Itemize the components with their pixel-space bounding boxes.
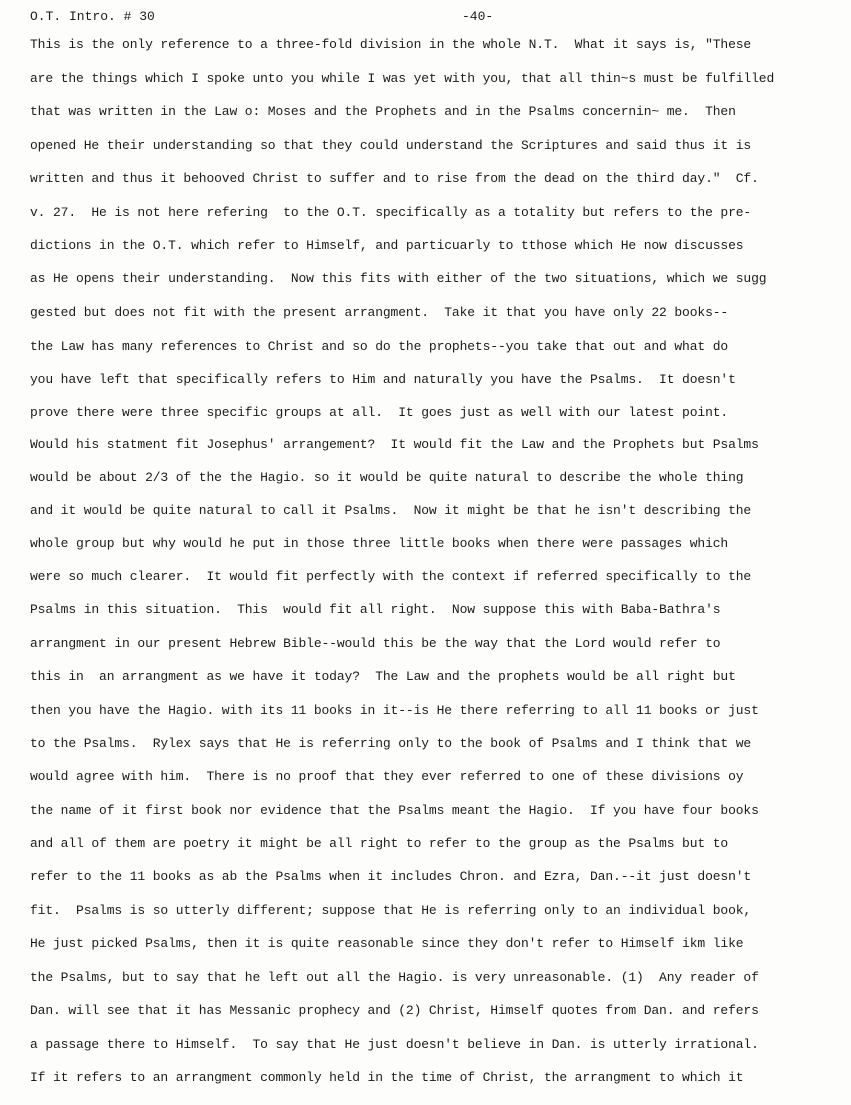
text-line: He just picked Psalms, then it is quite reasonable since they don't refer to Himself ikm like — [30, 936, 744, 951]
course-heading: O.T. Intro. # 30 — [30, 9, 155, 24]
text-line: and it would be quite natural to call it Psalms. Now it might be that he isn't describing the — [30, 503, 752, 518]
text-line: refer to the 11 books as ab the Psalms when it includes Chron. and Ezra, Dan.--it just doesn't — [30, 869, 752, 884]
page-header — [30, 9, 830, 31]
text-line: Psalms in this situation. This would fit all right. Now suppose this with Baba-Bathra's — [30, 602, 721, 617]
text-line: written and thus it behooved Christ to suffer and to rise from the dead on the third day." Cf. — [30, 171, 759, 186]
text-line: the Psalms, but to say that he left out all the Hagio. is very unreasonable. (1) Any reader of — [30, 970, 759, 985]
text-line: were so much clearer. It would fit perfectly with the context if referred specifically to the — [30, 569, 752, 584]
text-line: Dan. will see that it has Messanic prophecy and (2) Christ, Himself quotes from Dan. and refers — [30, 1003, 759, 1018]
text-line: would agree with him. There is no proof that they ever referred to one of these divisions oy — [30, 769, 744, 784]
text-line: the Law has many references to Christ and so do the prophets--you take that out and what do — [30, 339, 729, 354]
text-line: you have left that specifically refers to Him and naturally you have the Psalms. It doesn't — [30, 372, 736, 387]
text-line: then you have the Hagio. with its 11 books in it--is He there referring to all 11 books or just — [30, 703, 759, 718]
text-line: If it refers to an arrangment commonly held in the time of Christ, the arrangment to which it — [30, 1070, 744, 1085]
text-line: prove there were three specific groups at all. It goes just as well with our latest point. — [30, 405, 729, 420]
page-number: -40- — [462, 9, 494, 24]
text-line: would be about 2/3 of the the Hagio. so it would be quite natural to describe the whole thing — [30, 470, 744, 485]
text-line: opened He their understanding so that they could understand the Scriptures and said thus it is — [30, 138, 752, 153]
text-line: gested but does not fit with the present arrangment. Take it that you have only 22 books-- — [30, 305, 729, 320]
text-line: dictions in the O.T. which refer to Himself, and particuarly to tthose which He now discusses — [30, 238, 744, 253]
text-line: this in an arrangment as we have it today? The Law and the prophets would be all right but — [30, 669, 736, 684]
text-line: are the things which I spoke unto you while I was yet with you, that all thin~s must be fulfilled — [30, 71, 775, 86]
text-line: to the Psalms. Rylex says that He is referring only to the book of Psalms and I think that we — [30, 736, 752, 751]
text-line: Would his statment fit Josephus' arrangement? It would fit the Law and the Prophets but Psalms — [30, 437, 759, 452]
text-line: that was written in the Law o: Moses and the Prophets and in the Psalms concernin~ me. Then — [30, 104, 736, 119]
text-line: arrangment in our present Hebrew Bible--would this be the way that the Lord would refer to — [30, 636, 721, 651]
text-line: This is the only reference to a three-fold division in the whole N.T. What it says is, "These — [30, 37, 752, 52]
text-line: a passage there to Himself. To say that He just doesn't believe in Dan. is utterly irrational. — [30, 1037, 759, 1052]
text-line: the name of it first book nor evidence that the Psalms meant the Hagio. If you have four books — [30, 803, 759, 818]
text-line: fit. Psalms is so utterly different; suppose that He is referring only to an individual book, — [30, 903, 752, 918]
text-line: whole group but why would he put in those three little books when there were passages which — [30, 536, 729, 551]
text-line: v. 27. He is not here refering to the O.T. specifically as a totality but refers to the pre- — [30, 205, 752, 220]
text-line: and all of them are poetry it might be all right to refer to the group as the Psalms but to — [30, 836, 729, 851]
text-line: as He opens their understanding. Now this fits with either of the two situations, which we sugg — [30, 271, 767, 286]
